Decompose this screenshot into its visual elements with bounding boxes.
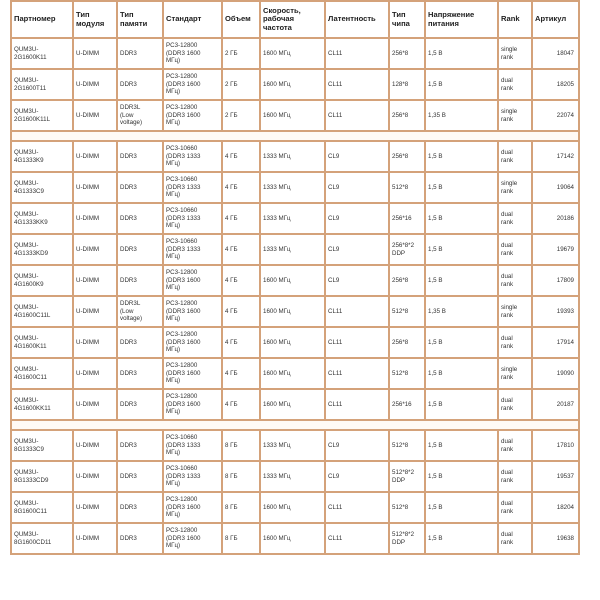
cell-article: 19064 [533,173,578,202]
cell-part-number: QUM3U- 4G1600C11L [12,297,72,326]
cell-latency: CL9 [326,462,388,491]
cell-voltage: 1,35 В [426,297,497,326]
cell-speed: 1333 МГц [261,173,324,202]
group-separator [12,421,578,429]
cell-part-number: QUM3U- 2G1600T11 [12,70,72,99]
cell-voltage: 1,5 В [426,524,497,553]
table-row [12,70,578,99]
table-row [12,101,578,130]
cell-article: 19090 [533,359,578,388]
table-row [12,493,578,522]
cell-rank: single rank [499,297,531,326]
cell-voltage: 1,5 В [426,204,497,233]
cell-rank: single rank [499,39,531,68]
cell-voltage: 1,5 В [426,235,497,264]
cell-module-type: U-DIMM [74,462,116,491]
cell-speed: 1600 МГц [261,266,324,295]
cell-capacity: 4 ГБ [223,142,259,171]
cell-module-type: U-DIMM [74,297,116,326]
header-part-number: Партномер [12,2,72,37]
cell-chip-type: 512*8 [390,297,424,326]
cell-capacity: 2 ГБ [223,39,259,68]
cell-part-number: QUM3U- 2G1600K11 [12,39,72,68]
cell-rank: dual rank [499,390,531,419]
cell-memory-type: DDR3L (Low voltage) [118,101,162,130]
cell-chip-type: 256*8 [390,39,424,68]
cell-standard: PC3-12800 (DDR3 1600 МГц) [164,70,221,99]
cell-speed: 1333 МГц [261,204,324,233]
cell-memory-type: DDR3 [118,204,162,233]
cell-rank: dual rank [499,462,531,491]
cell-voltage: 1,5 В [426,359,497,388]
cell-module-type: U-DIMM [74,359,116,388]
cell-memory-type: DDR3 [118,359,162,388]
cell-rank: dual rank [499,493,531,522]
cell-capacity: 2 ГБ [223,70,259,99]
cell-chip-type: 512*8 [390,359,424,388]
cell-article: 19537 [533,462,578,491]
cell-article: 19638 [533,524,578,553]
cell-memory-type: DDR3 [118,142,162,171]
table-row [12,431,578,460]
header-capacity: Объем [223,2,259,37]
header-speed: Скорость, рабочая частота [261,2,324,37]
cell-standard: PC3-12800 (DDR3 1600 МГц) [164,328,221,357]
table-row [12,297,578,326]
cell-rank: dual rank [499,204,531,233]
cell-part-number: QUM3U- 4G1333K9 [12,142,72,171]
cell-capacity: 8 ГБ [223,524,259,553]
cell-part-number: QUM3U- 4G1600K9 [12,266,72,295]
cell-voltage: 1,5 В [426,493,497,522]
cell-standard: PC3-12800 (DDR3 1600 МГц) [164,359,221,388]
cell-memory-type: DDR3 [118,266,162,295]
table-row [12,173,578,202]
cell-module-type: U-DIMM [74,235,116,264]
cell-latency: CL11 [326,39,388,68]
cell-standard: PC3-10660 (DDR3 1333 МГц) [164,204,221,233]
cell-voltage: 1,5 В [426,39,497,68]
cell-latency: CL9 [326,142,388,171]
cell-part-number: QUM3U- 8G1600C11 [12,493,72,522]
cell-standard: PC3-10660 (DDR3 1333 МГц) [164,431,221,460]
cell-article: 18204 [533,493,578,522]
cell-latency: CL11 [326,297,388,326]
cell-chip-type: 256*8 [390,142,424,171]
cell-memory-type: DDR3L (Low voltage) [118,297,162,326]
cell-part-number: QUM3U- 4G1600C11 [12,359,72,388]
cell-capacity: 4 ГБ [223,297,259,326]
cell-part-number: QUM3U- 8G1333C9 [12,431,72,460]
cell-speed: 1600 МГц [261,390,324,419]
table-row [12,359,578,388]
cell-standard: PC3-12800 (DDR3 1600 МГц) [164,39,221,68]
cell-rank: single rank [499,101,531,130]
cell-voltage: 1,5 В [426,70,497,99]
cell-module-type: U-DIMM [74,101,116,130]
header-article: Артикул [533,2,578,37]
cell-rank: dual rank [499,70,531,99]
cell-memory-type: DDR3 [118,39,162,68]
cell-voltage: 1,5 В [426,462,497,491]
header-standard: Стандарт [164,2,221,37]
cell-speed: 1600 МГц [261,39,324,68]
cell-standard: PC3-10660 (DDR3 1333 МГц) [164,462,221,491]
cell-article: 17142 [533,142,578,171]
table-row [12,204,578,233]
cell-module-type: U-DIMM [74,266,116,295]
cell-voltage: 1,5 В [426,173,497,202]
table-row [12,462,578,491]
cell-part-number: QUM3U- 4G1333KD9 [12,235,72,264]
cell-latency: CL9 [326,266,388,295]
cell-article: 20186 [533,204,578,233]
cell-voltage: 1,5 В [426,390,497,419]
cell-latency: CL11 [326,390,388,419]
table-body [12,39,578,553]
cell-chip-type: 256*8 [390,101,424,130]
cell-speed: 1600 МГц [261,359,324,388]
cell-latency: CL11 [326,101,388,130]
cell-article: 18047 [533,39,578,68]
cell-standard: PC3-12800 (DDR3 1600 МГц) [164,266,221,295]
cell-article: 18205 [533,70,578,99]
cell-article: 19679 [533,235,578,264]
cell-memory-type: DDR3 [118,70,162,99]
cell-chip-type: 512*8 [390,431,424,460]
cell-part-number: QUM3U- 8G1333CD9 [12,462,72,491]
cell-latency: CL11 [326,359,388,388]
cell-speed: 1333 МГц [261,142,324,171]
spec-table-container [10,0,578,555]
cell-speed: 1333 МГц [261,462,324,491]
cell-standard: PC3-12800 (DDR3 1600 МГц) [164,101,221,130]
cell-rank: dual rank [499,266,531,295]
cell-capacity: 2 ГБ [223,101,259,130]
cell-standard: PC3-12800 (DDR3 1600 МГц) [164,297,221,326]
cell-voltage: 1,35 В [426,101,497,130]
header-voltage: Напряжение питания [426,2,497,37]
cell-speed: 1333 МГц [261,431,324,460]
header-memory-type: Тип памяти [118,2,162,37]
cell-memory-type: DDR3 [118,431,162,460]
cell-part-number: QUM3U- 2G1600K11L [12,101,72,130]
cell-module-type: U-DIMM [74,142,116,171]
cell-part-number: QUM3U- 4G1600KK11 [12,390,72,419]
cell-voltage: 1,5 В [426,431,497,460]
cell-speed: 1600 МГц [261,493,324,522]
table-row [12,524,578,553]
cell-memory-type: DDR3 [118,235,162,264]
cell-module-type: U-DIMM [74,390,116,419]
cell-capacity: 4 ГБ [223,328,259,357]
cell-article: 22074 [533,101,578,130]
cell-chip-type: 128*8 [390,70,424,99]
cell-capacity: 8 ГБ [223,431,259,460]
cell-memory-type: DDR3 [118,173,162,202]
cell-latency: CL11 [326,70,388,99]
header-chip-type: Тип чипа [390,2,424,37]
cell-latency: CL9 [326,173,388,202]
cell-rank: single rank [499,173,531,202]
cell-rank: dual rank [499,235,531,264]
cell-voltage: 1,5 В [426,142,497,171]
cell-chip-type: 256*16 [390,390,424,419]
cell-module-type: U-DIMM [74,70,116,99]
cell-capacity: 4 ГБ [223,204,259,233]
cell-capacity: 8 ГБ [223,462,259,491]
header-latency: Латентность [326,2,388,37]
header-rank: Rank [499,2,531,37]
cell-part-number: QUM3U- 4G1600K11 [12,328,72,357]
cell-capacity: 4 ГБ [223,173,259,202]
cell-module-type: U-DIMM [74,173,116,202]
cell-module-type: U-DIMM [74,431,116,460]
cell-rank: dual rank [499,328,531,357]
cell-standard: PC3-12800 (DDR3 1600 МГц) [164,524,221,553]
cell-speed: 1600 МГц [261,297,324,326]
cell-rank: dual rank [499,431,531,460]
cell-voltage: 1,5 В [426,328,497,357]
cell-speed: 1600 МГц [261,524,324,553]
cell-chip-type: 512*8 [390,493,424,522]
cell-capacity: 4 ГБ [223,359,259,388]
cell-latency: CL11 [326,328,388,357]
separator-cell [12,132,578,140]
cell-article: 20187 [533,390,578,419]
cell-article: 17810 [533,431,578,460]
cell-article: 17914 [533,328,578,357]
cell-module-type: U-DIMM [74,328,116,357]
table-row [12,39,578,68]
cell-memory-type: DDR3 [118,493,162,522]
cell-capacity: 8 ГБ [223,493,259,522]
cell-rank: single rank [499,359,531,388]
cell-chip-type: 512*8*2 DDP [390,462,424,491]
memory-spec-table [10,0,580,555]
header-row [12,2,578,37]
cell-chip-type: 512*8 [390,173,424,202]
cell-capacity: 4 ГБ [223,266,259,295]
cell-latency: CL9 [326,431,388,460]
cell-memory-type: DDR3 [118,462,162,491]
cell-standard: PC3-10660 (DDR3 1333 МГц) [164,142,221,171]
cell-chip-type: 256*8 [390,266,424,295]
cell-latency: CL9 [326,204,388,233]
cell-rank: dual rank [499,524,531,553]
cell-memory-type: DDR3 [118,390,162,419]
cell-memory-type: DDR3 [118,524,162,553]
cell-standard: PC3-10660 (DDR3 1333 МГц) [164,173,221,202]
cell-speed: 1333 МГц [261,235,324,264]
cell-module-type: U-DIMM [74,204,116,233]
cell-chip-type: 256*8*2 DDP [390,235,424,264]
group-separator [12,132,578,140]
separator-cell [12,421,578,429]
table-row [12,142,578,171]
cell-latency: CL11 [326,524,388,553]
cell-module-type: U-DIMM [74,493,116,522]
cell-latency: CL9 [326,235,388,264]
cell-standard: PC3-10660 (DDR3 1333 МГц) [164,235,221,264]
table-row [12,235,578,264]
cell-part-number: QUM3U- 4G1333KK9 [12,204,72,233]
cell-module-type: U-DIMM [74,524,116,553]
table-row [12,266,578,295]
cell-capacity: 4 ГБ [223,235,259,264]
cell-article: 19393 [533,297,578,326]
cell-chip-type: 512*8*2 DDP [390,524,424,553]
cell-part-number: QUM3U- 8G1600CD11 [12,524,72,553]
cell-speed: 1600 МГц [261,101,324,130]
cell-standard: PC3-12800 (DDR3 1600 МГц) [164,390,221,419]
cell-chip-type: 256*8 [390,328,424,357]
cell-memory-type: DDR3 [118,328,162,357]
cell-voltage: 1,5 В [426,266,497,295]
header-module-type: Тип модуля [74,2,116,37]
cell-part-number: QUM3U- 4G1333C9 [12,173,72,202]
table-row [12,390,578,419]
cell-rank: dual rank [499,142,531,171]
cell-standard: PC3-12800 (DDR3 1600 МГц) [164,493,221,522]
cell-speed: 1600 МГц [261,328,324,357]
cell-capacity: 4 ГБ [223,390,259,419]
cell-article: 17809 [533,266,578,295]
cell-module-type: U-DIMM [74,39,116,68]
cell-chip-type: 256*16 [390,204,424,233]
cell-speed: 1600 МГц [261,70,324,99]
cell-latency: CL11 [326,493,388,522]
table-row [12,328,578,357]
